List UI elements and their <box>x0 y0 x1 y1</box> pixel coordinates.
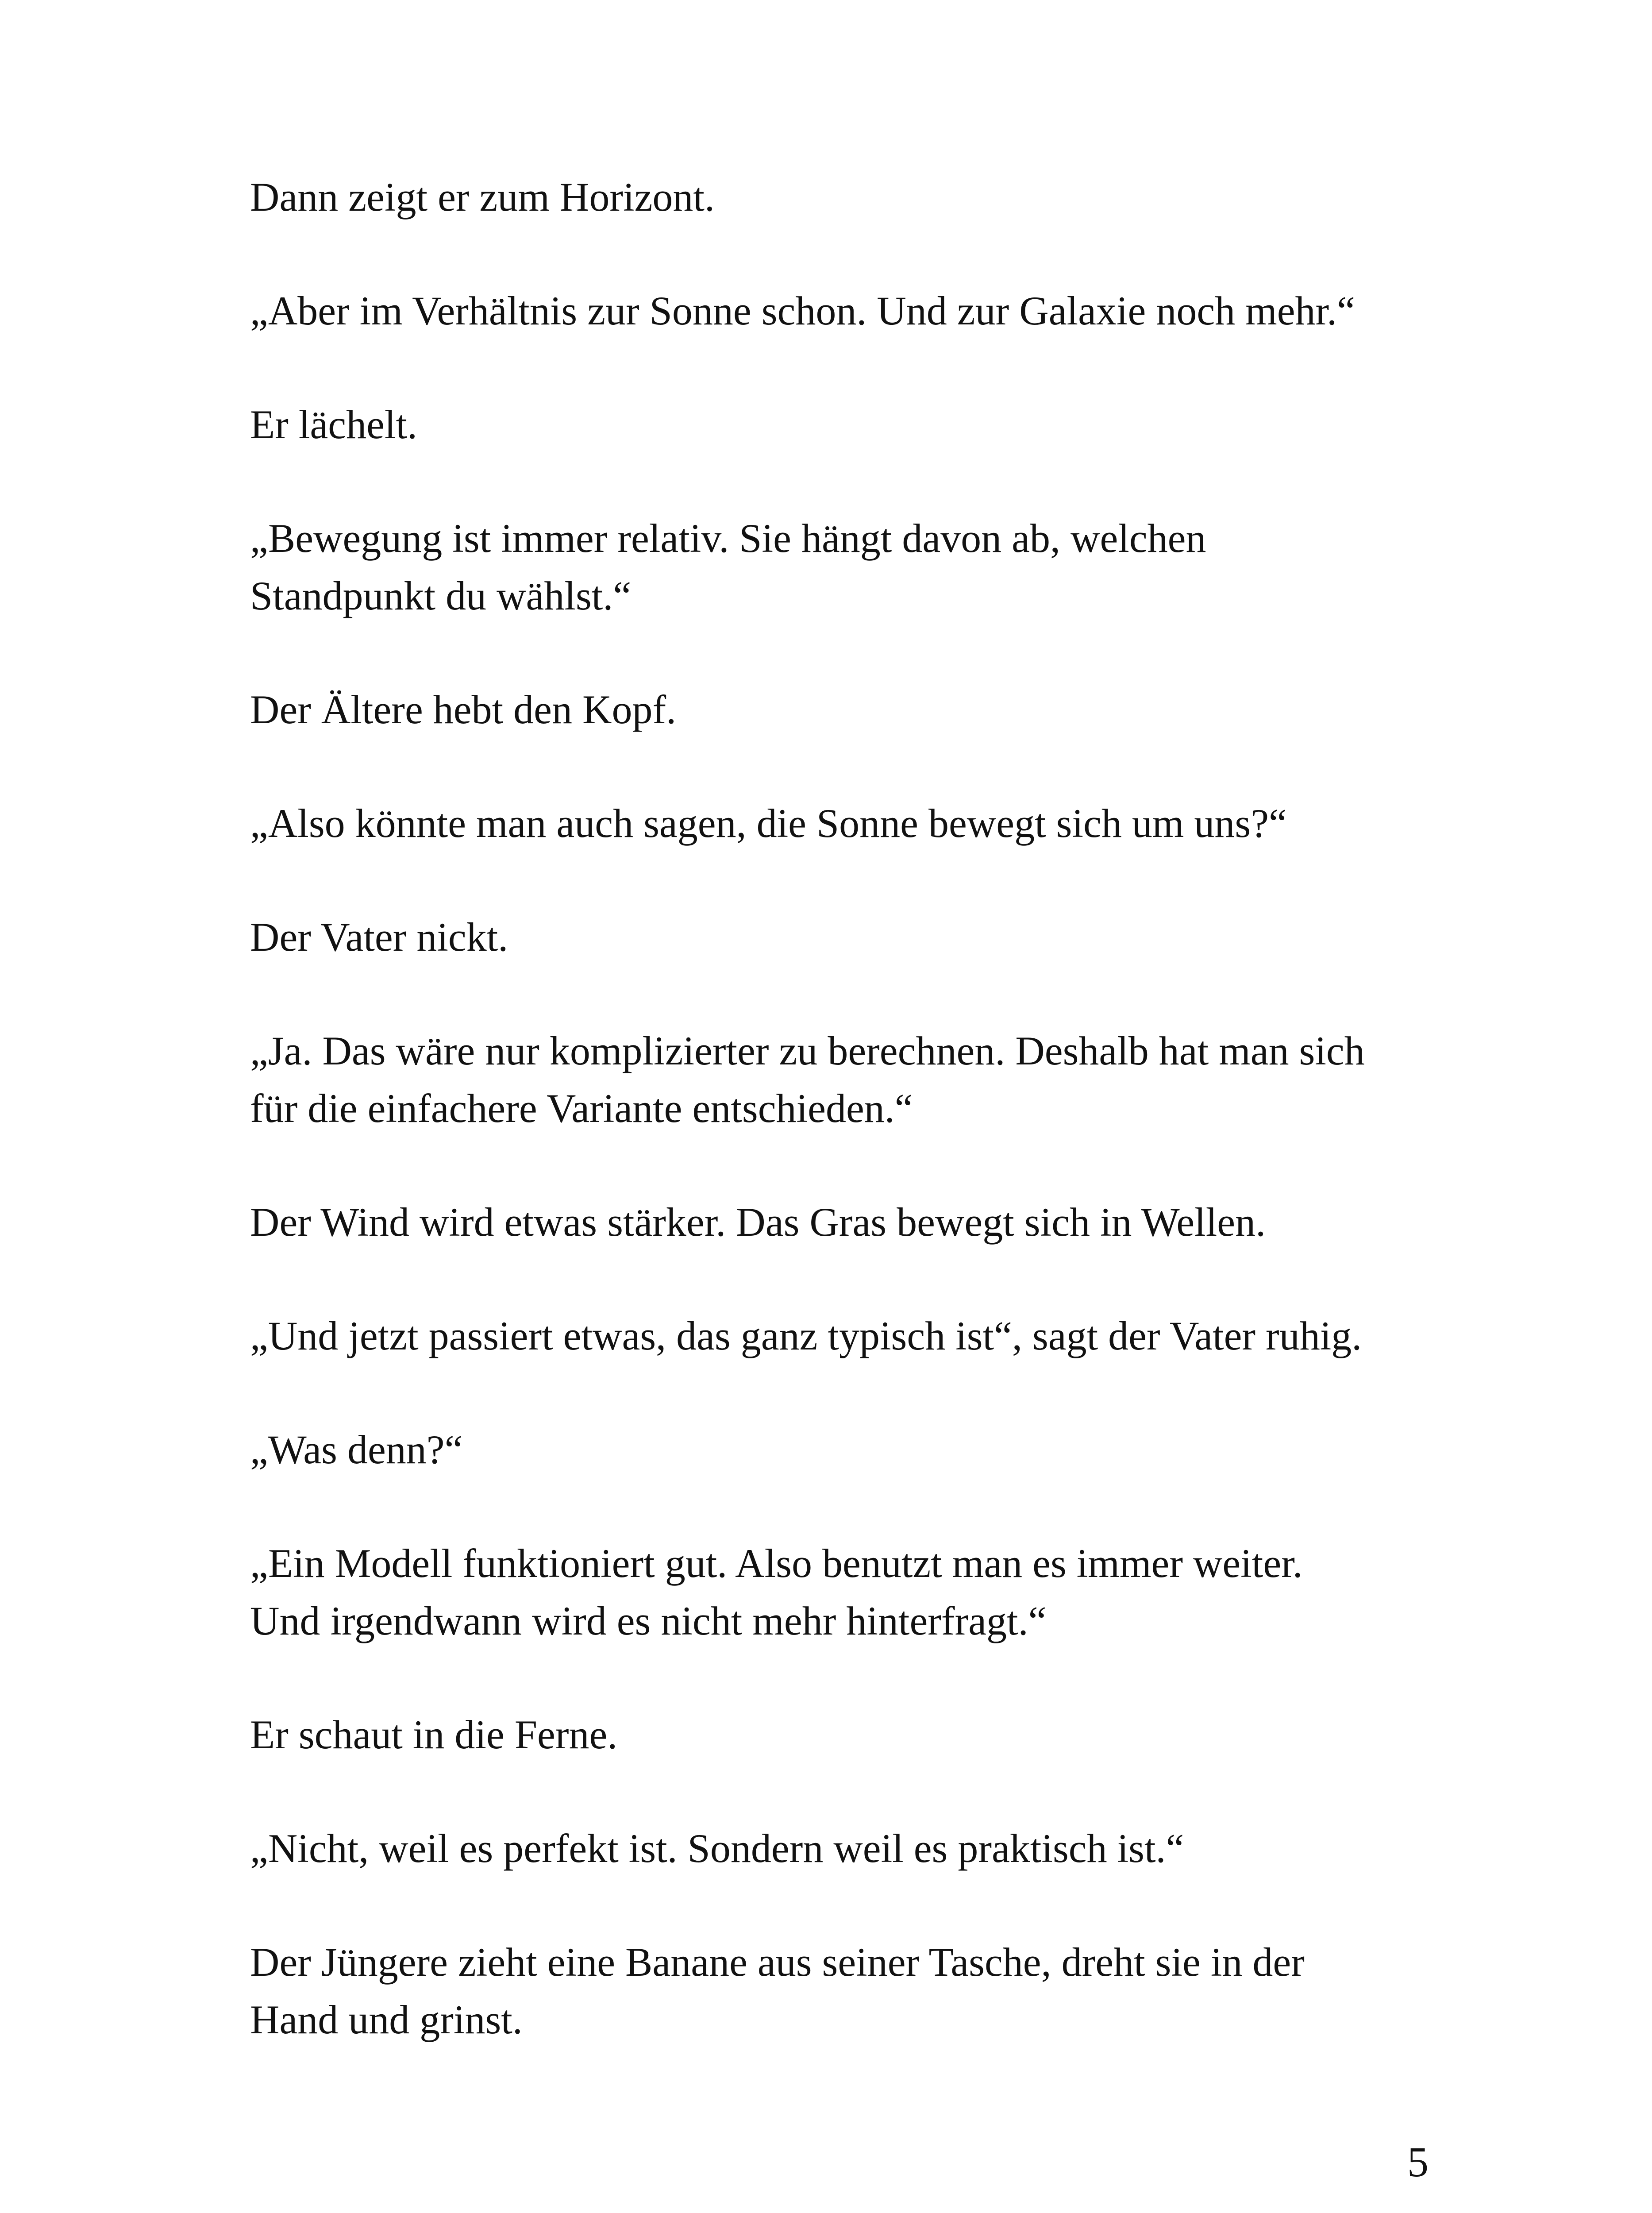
body-text <box>250 168 1471 2105</box>
page-number: 5 <box>1407 2138 1429 2186</box>
paragraph: Der Ältere hebt den Kopf. <box>250 687 677 732</box>
paragraph: Der Jüngere zieht eine Banane aus seiner Tasche, dreht sie in der Hand und grinst. <box>250 1939 1305 2042</box>
paragraph: Der Vater nickt. <box>250 914 508 960</box>
paragraph: „Ja. Das wäre nur komplizierter zu berechnen. Deshalb hat man sich für die einfachere Variante entschieden.“ <box>250 1028 1365 1131</box>
paragraph: Dann zeigt er zum Horizont. <box>250 174 715 220</box>
paragraph: „Und jetzt passiert etwas, das ganz typisch ist“, sagt der Vater ruhig. <box>250 1313 1362 1358</box>
paragraph: „Aber im Verhältnis zur Sonne schon. Und zur Galaxie noch mehr.“ <box>250 288 1355 333</box>
paragraph: Er lächelt. <box>250 402 418 447</box>
paragraph: Er schaut in die Ferne. <box>250 1712 618 1757</box>
paragraph: „Ein Modell funktioniert gut. Also benutzt man es immer weiter. Und irgendwann wird es nicht mehr hinterfragt.“ <box>250 1541 1303 1643</box>
paragraph: „Nicht, weil es perfekt ist. Sondern weil es praktisch ist.“ <box>250 1826 1184 1871</box>
paragraph: „Also könnte man auch sagen, die Sonne bewegt sich um uns?“ <box>250 801 1287 846</box>
paragraph: „Bewegung ist immer relativ. Sie hängt davon ab, welchen Standpunkt du wählst.“ <box>250 516 1206 618</box>
paragraph: Der Wind wird etwas stärker. Das Gras bewegt sich in Wellen. <box>250 1199 1266 1245</box>
paragraph: „Was denn?“ <box>250 1427 463 1472</box>
